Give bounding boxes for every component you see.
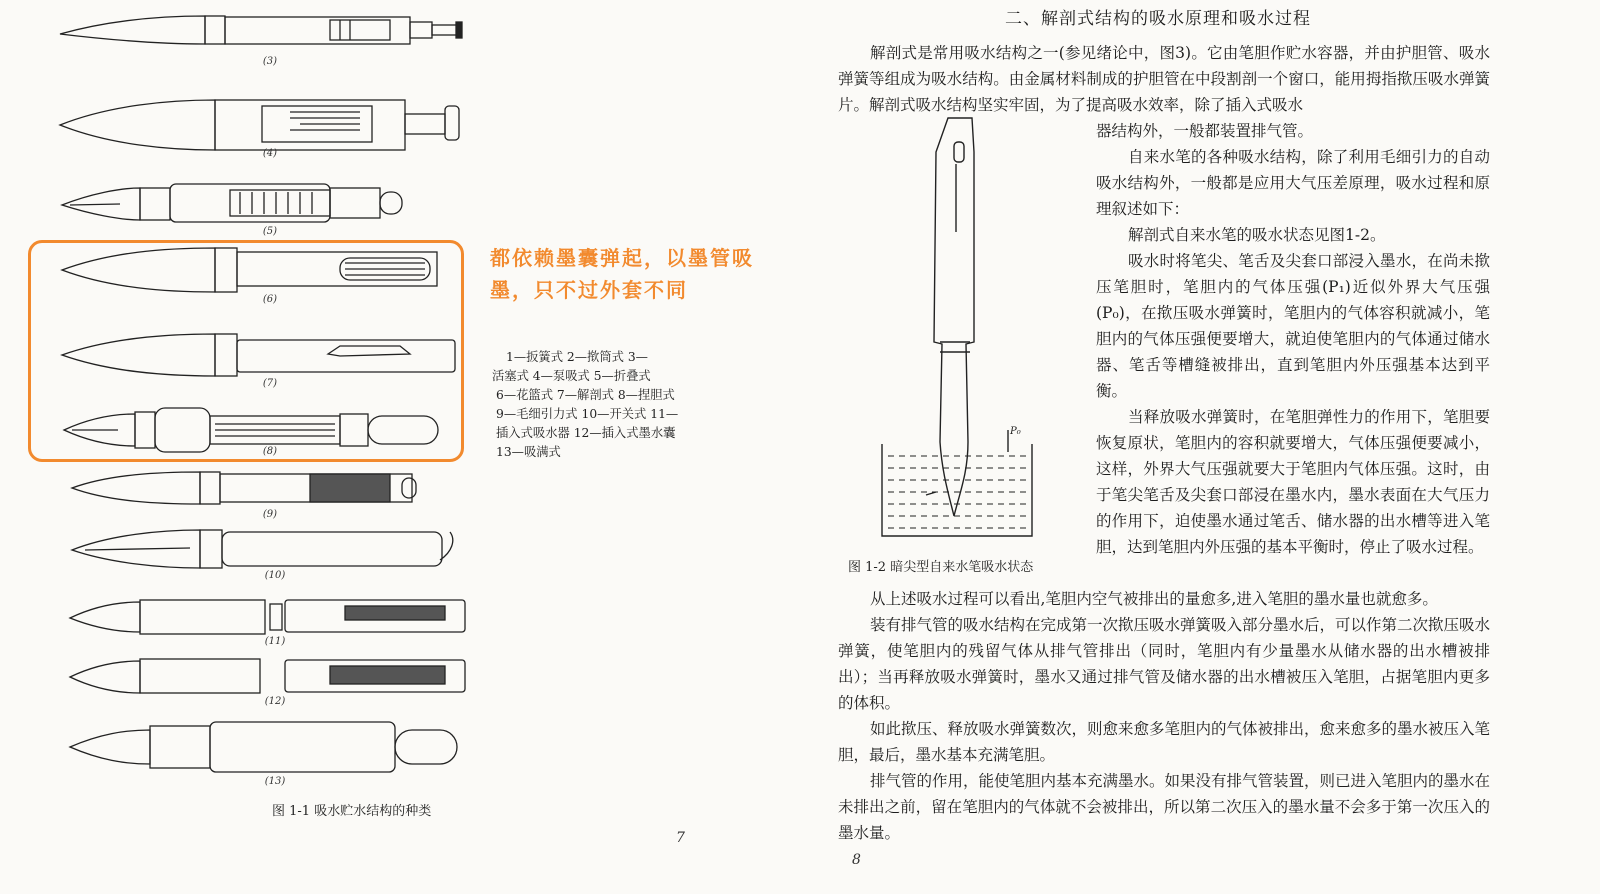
pen-label: (13): [264, 776, 286, 787]
paragraph-2: 自来水笔的各种吸水结构，除了利用毛细引力的自动吸水结构外，一般都是应用大气压差原理，吸水过程和原理叙述如下：: [1096, 148, 1490, 218]
pen-label: (6): [262, 294, 278, 305]
fig-label-p0: P₀: [1010, 426, 1021, 437]
figure-1-2-caption: 图 1-2 暗尖型自来水笔吸水状态: [848, 560, 1034, 575]
pen-label: (12): [264, 696, 286, 707]
page-number: 8: [852, 852, 861, 868]
pen-illustration-12: [70, 659, 465, 693]
pen-label: (10): [264, 570, 286, 581]
paragraph-8: 如此揿压、释放吸水弹簧数次，则愈来愈多笔胆内的气体被排出，愈来愈多的墨水被压入笔胆，最后，墨水基本充满笔胆。: [838, 720, 1491, 764]
pen-label: (4): [262, 148, 278, 159]
legend-line: 插入式吸水器 12—插入式墨水囊: [496, 426, 676, 440]
legend-line: 6—花篮式 7—解剖式 8—捏胆式: [496, 388, 675, 402]
figure-caption: 图 1-1 吸水贮水结构的种类: [272, 804, 432, 819]
section-title: 二、解剖式结构的吸水原理和吸水过程: [1005, 9, 1311, 29]
pen-label: (3): [262, 56, 278, 67]
pen-label: (11): [264, 636, 286, 647]
paragraph-7: 装有排气管的吸水结构在完成第一次揿压吸水弹簧吸入部分墨水后，可以作第二次揿压吸水弹簧，使笔胆内的残留气体从排气管排出（同时，笔胆内有少量墨水从储水器的出水槽被排出）；当再释放吸水弹簧时，墨水又通过排气管及储水器的出水槽被压入笔胆，占据笔胆内更多的体积。: [838, 616, 1491, 712]
legend-line: 9—毛细引力式 10—开关式 11—: [496, 407, 679, 421]
legend-line: 1—扳簧式 2—揿筒式 3—: [506, 350, 648, 364]
legend-line: 13—吸满式: [496, 445, 561, 459]
paragraph-5: 当释放吸水弹簧时，在笔胆弹性力的作用下，笔胆要恢复原状，笔胆内的容积就要增大，气体压强便要减小，这样，外界大气压强就要大于笔胆内气体压强。这时，由于笔尖笔舌及尖套口部浸在墨水内，墨水表面在大气压力的作用下，迫使墨水通过笔舌、储水器的出水槽等进入笔胆，达到笔胆内外压强的基本平衡时，停止了吸水过程。: [1096, 408, 1490, 556]
annotation-highlight-box: [28, 240, 464, 462]
pen-label: (7): [262, 378, 278, 389]
paragraph-intro: 解剖式是常用吸水结构之一(参见绪论中，图3)。它由笔胆作贮水容器，并由护胆管、吸水弹簧等组成为吸水结构。由金属材料制成的护胆管在中段割剖一个窗口，能用拇指揿压吸水弹簧片。解剖式吸水结构坚实牢固，为了提高吸水效率，除了插入式吸水: [838, 44, 1490, 114]
pen-label: (8): [262, 446, 278, 457]
figure-legend: [492, 348, 726, 462]
pen-label: (5): [262, 226, 278, 237]
pen-illustration-13: [70, 722, 457, 772]
figure-1-2-diagram: [870, 112, 1070, 552]
paragraph-9: 排气管的作用，能使笔胆内基本充满墨水。如果没有排气管装置，则已进入笔胆内的墨水在未排出之前，留在笔胆内的气体就不会被排出，所以第二次压入的墨水量不会多于第一次压入的墨水量。: [838, 772, 1491, 842]
pen-illustration-5: [62, 184, 402, 222]
page-number: 7: [676, 830, 685, 846]
pen-illustration-9: [72, 472, 416, 504]
annotation-note: 都依赖墨囊弹起，以墨管吸墨，只不过外套不同: [490, 246, 754, 302]
paragraph-6: 从上述吸水过程可以看出,笔胆内空气被排出的量愈多,进入笔胆的墨水量也就愈多。: [870, 590, 1438, 608]
pen-label: (9): [262, 509, 278, 520]
paragraph-3: 解剖式自来水笔的吸水状态见图1-2。: [1128, 226, 1386, 244]
paragraph-4: 吸水时将笔尖、笔舌及尖套口部浸入墨水，在尚未揿压笔胆时，笔胆内的气体压强(P₁)近似外界大气压强(P₀)，在揿压吸水弹簧时，笔胆内的气体容积就减小，笔胆内的气体压强便要增大，就迫使笔胆内的气体通过储水器、笔舌等槽缝被排出，直到笔胆内外压强基本达到平衡。: [1096, 252, 1490, 400]
pen-illustration-3: [60, 16, 462, 44]
legend-line: 活塞式 4—泵吸式 5—折叠式: [492, 369, 651, 383]
pen-illustration-11: [70, 600, 465, 634]
right-page: [800, 0, 1600, 894]
pen-illustration-4: [60, 100, 459, 150]
pen-illustration-10: [72, 530, 453, 568]
paragraph-intro-tail: 器结构外，一般都装置排气管。: [1096, 122, 1314, 140]
